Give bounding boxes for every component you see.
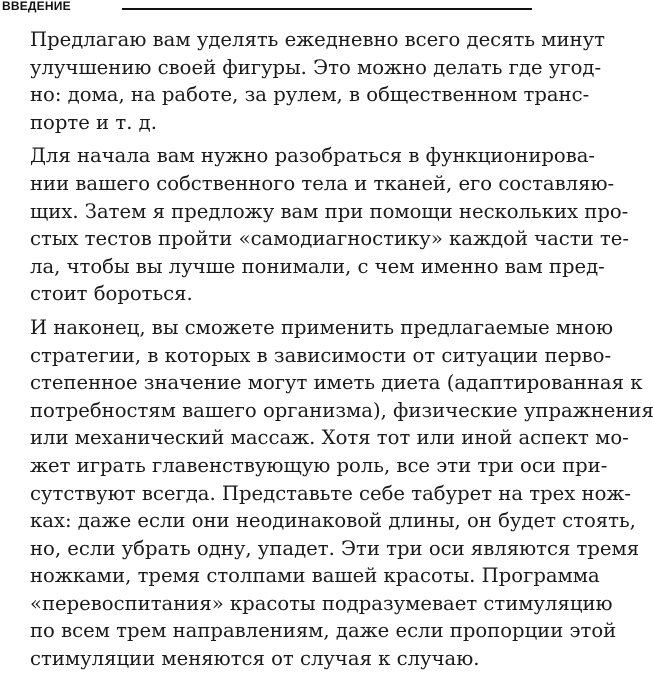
text-line: ножками, тремя столпами вашей красоты. Программа — [30, 564, 600, 588]
header-rule — [122, 8, 532, 10]
text-line: И наконец, вы сможете применить предлагаемые мною — [30, 315, 614, 339]
text-line: ла, чтобы вы лучше понимали, с чем именно вам пред- — [30, 254, 605, 278]
text-line: Предлагаю вам уделять ежедневно всего десять минут — [30, 28, 605, 51]
section-label: ВВЕДЕНИЕ — [2, 0, 71, 13]
text-line: потребностям вашего организма), физические упражнения — [30, 398, 654, 422]
text-line: стоит бороться. — [30, 282, 193, 306]
text-line: стых тестов пройти «самодиагностику» каждой части те- — [30, 227, 629, 251]
text-line: порте и т. д. — [30, 110, 157, 134]
text-line: улучшению своей фигуры. Это можно делать где угод- — [30, 55, 602, 79]
paragraph — [4, 142, 629, 308]
text-line: нии вашего собственного тела и тканей, его составляю- — [30, 171, 615, 195]
text-line: стимуляции меняются от случая к случаю. — [30, 647, 480, 671]
text-line: Для начала вам нужно разобраться в функционирова- — [30, 144, 596, 168]
paragraph — [4, 26, 605, 136]
text-line: сутствуют всегда. Представьте себе табурет на трех нож- — [30, 481, 632, 505]
body-text — [4, 26, 654, 673]
paragraph — [4, 314, 654, 673]
text-line: жет играть главенствующую роль, все эти три оси при- — [30, 453, 608, 477]
text-line: «перевоспитания» красоты подразумевает стимуляцию — [30, 591, 613, 615]
text-line: или механический массаж. Хотя тот или иной аспект мо- — [30, 426, 629, 450]
text-line: стратегии, в которых в зависимости от ситуации перво- — [30, 343, 612, 367]
text-line: степенное значение могут иметь диета (адаптированная к — [30, 371, 643, 395]
text-line: но, если убрать одну, упадет. Эти три оси являются тремя — [30, 536, 640, 560]
text-line: по всем трем направлениям, даже если пропорции этой — [30, 619, 617, 643]
text-line: но: дома, на работе, за рулем, в общественном транс- — [30, 83, 590, 107]
text-line: щих. Затем я предложу вам при помощи нескольких про- — [30, 199, 629, 223]
page-header — [0, 0, 532, 16]
text-line: ках: даже если они неодинаковой длины, он будет стоять, — [30, 509, 636, 533]
